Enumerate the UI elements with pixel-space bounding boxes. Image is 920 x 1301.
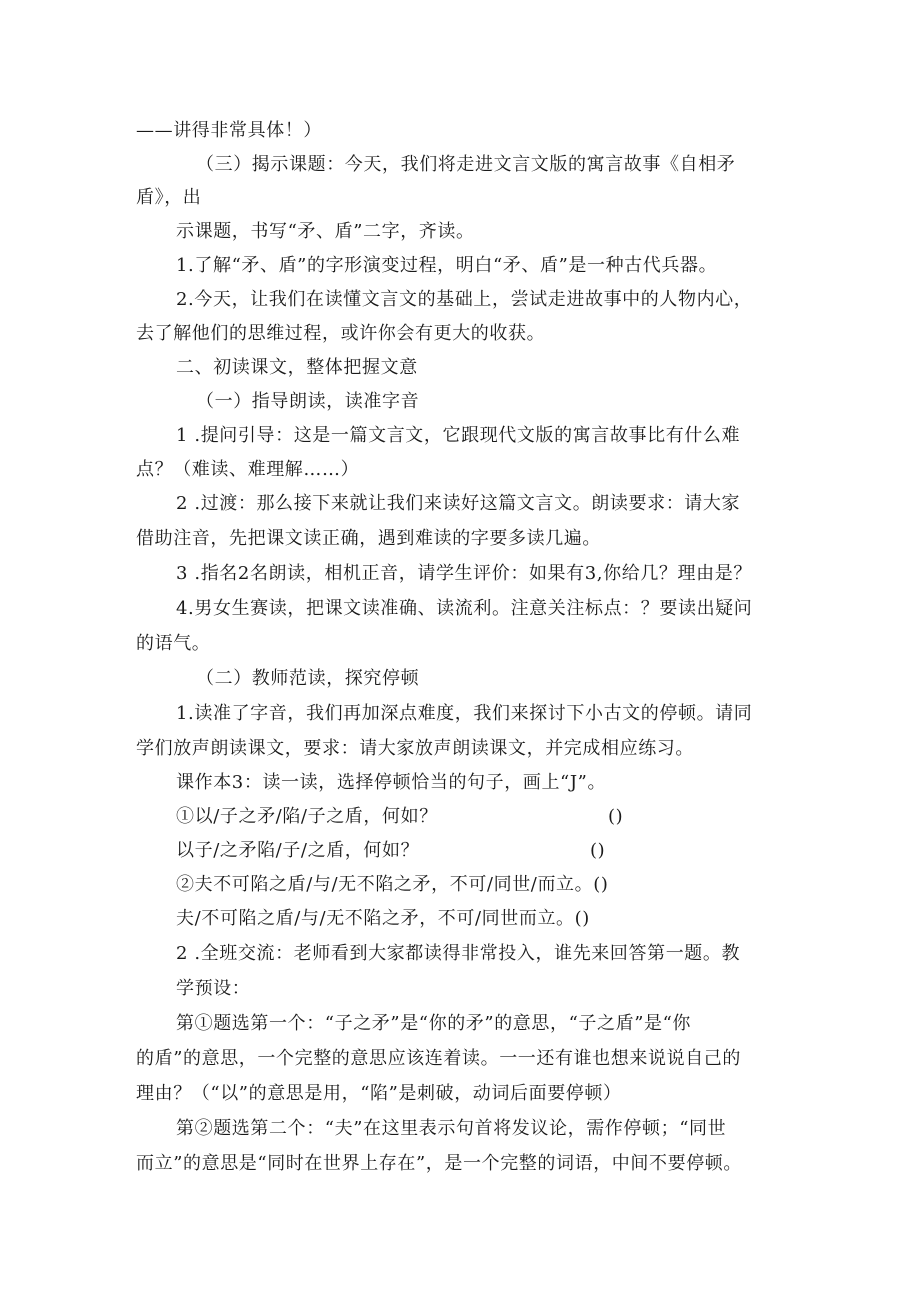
- option-1b-answer-blank: (): [590, 840, 606, 861]
- text-line-13: 借助注音，先把课文读正确，遇到难读的字要多读几遍。: [136, 528, 601, 549]
- option-1a-answer-blank: (): [608, 806, 624, 827]
- text-line-4: 示课题，书写“矛、盾”二字，齐读。: [176, 221, 475, 242]
- text-line-32: 第②题选第二个：“夫”在这里表示句首将发议论，需作停顿；“同世: [176, 1118, 727, 1139]
- text-line-18: 1.读准了字音，我们再加深点难度，我们来探讨下小古文的停顿。请同: [176, 703, 753, 724]
- text-line-12: 2 .过渡：那么接下来就让我们来读好这篇文言文。朗读要求：请大家: [176, 493, 741, 514]
- text-line-14: 3 .指名2名朗读，相机正音，请学生评价：如果有3,你给几？理由是？: [176, 563, 752, 584]
- option-2b-text: 夫/不可陷之盾/与/无不陷之矛，不可/同世而立。(): [176, 908, 590, 929]
- text-line-5: 1.了解“矛、盾”的字形演变过程，明白“矛、盾”是一种古代兵器。: [176, 255, 718, 276]
- text-line-2: （三）揭示课题：今天，我们将走进文言文版的寓言故事《自相矛: [196, 154, 736, 175]
- text-line-15: 4.男女生赛读，把课文读准确、读流利。注意关注标点：？要读出疑问: [176, 598, 753, 619]
- text-line-11: 点？（难读、难理解……）: [136, 459, 360, 480]
- text-line-33: 而立”的意思是“同时在世界上存在”，是一个完整的词语，中间不要停顿。: [136, 1153, 743, 1174]
- section-heading-2: 二、初读课文，整体把握文意: [176, 357, 418, 378]
- text-line-1: ——讲得非常具体！）: [136, 120, 322, 141]
- subsection-heading-1: （一）指导朗读，读准字音: [196, 391, 420, 412]
- option-1a-text: ①以/子之矛/陷/子之盾，何如？: [176, 806, 438, 827]
- text-line-31: 理由？（“以”的意思是用，“陷”是刺破，动词后面要停顿）: [136, 1083, 622, 1104]
- text-line-10: 1 .提问引导：这是一篇文言文，它跟现代文版的寓言故事比有什么难: [176, 425, 741, 446]
- text-line-16: 的语气。: [136, 633, 211, 654]
- text-line-28: 学预设：: [176, 978, 251, 999]
- subsection-heading-2: （二）教师范读，探究停顿: [196, 668, 420, 689]
- option-1b-text: 以子/之矛陷/子/之盾，何如？: [176, 840, 420, 861]
- option-2a-text: ②夫不可陷之盾/与/无不陷之矛，不可/同世/而立。(): [176, 874, 609, 895]
- exercise-instruction: 课作本3：读一读，选择停顿恰当的句子，画上“J”。: [176, 772, 607, 793]
- text-line-7: 去了解他们的思维过程，或许你会有更大的收获。: [136, 323, 546, 344]
- text-line-30: 的盾”的意思，一个完整的意思应该连着读。一一还有谁也想来说说自己的: [136, 1048, 741, 1069]
- text-line-19: 学们放声朗读课文，要求：请大家放声朗读课文，并完成相应练习。: [136, 738, 694, 759]
- text-line-6: 2.今天，让我们在读懂文言文的基础上，尝试走进故事中的人物内心，: [176, 289, 753, 310]
- text-line-29: 第①题选第一个：“子之矛”是“你的矛”的意思，“子之盾”是“你: [176, 1013, 692, 1034]
- text-line-27: 2 .全班交流：老师看到大家都读得非常投入，谁先来回答第一题。教: [176, 943, 741, 964]
- text-line-3: 盾》，出: [136, 187, 202, 208]
